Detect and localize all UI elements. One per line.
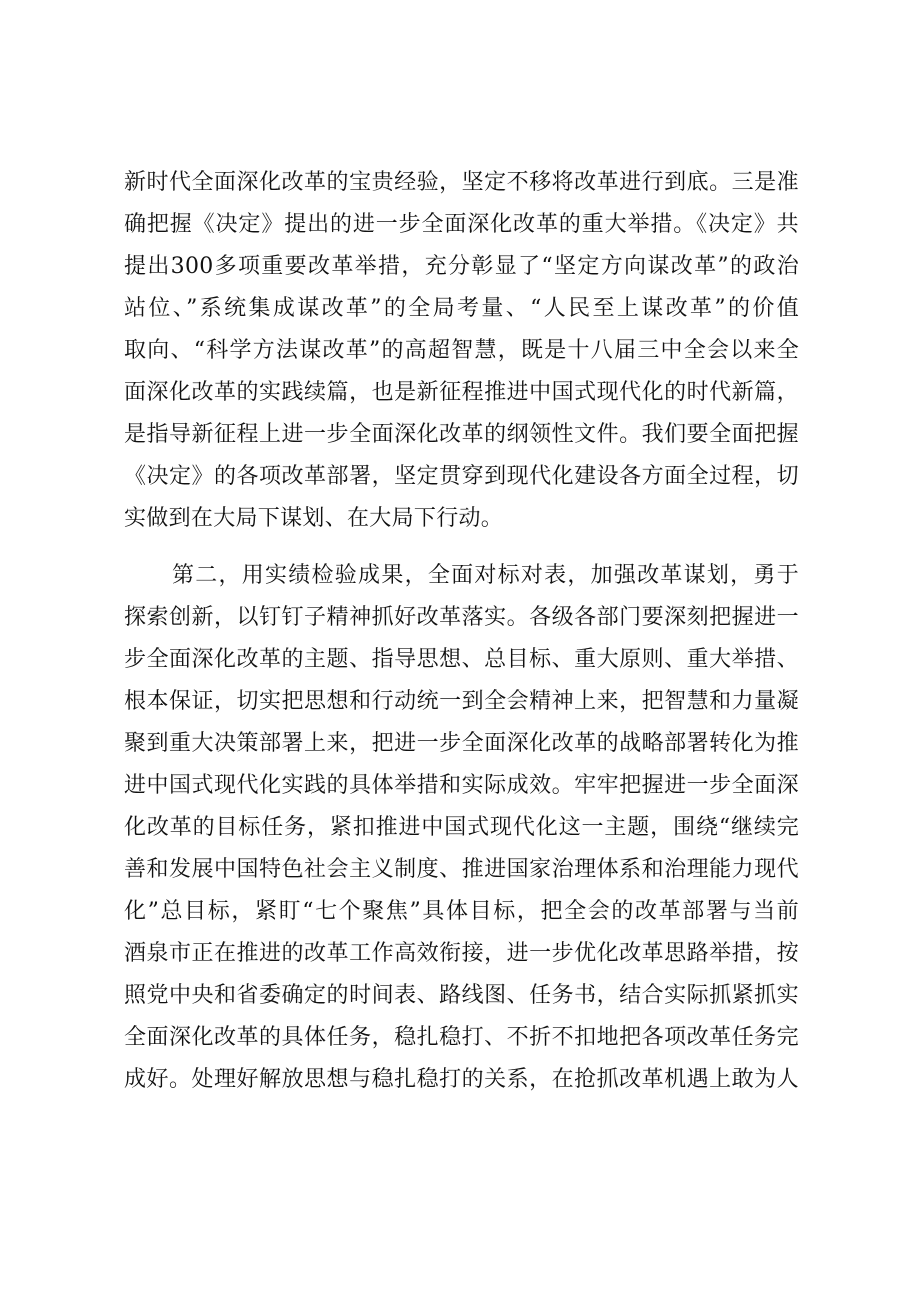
text-line: 根本保证，切实把思想和行动统一到全会精神上来，把智慧和力量凝 [124, 689, 799, 714]
paragraph-2 [124, 555, 799, 1101]
text-line: 善和发展中国特色社会主义制度、推进国家治理体系和治理能力现代 [124, 857, 799, 882]
text-line: 成好。处理好解放思想与稳扎稳打的关系，在抢抓改革机遇上敢为人 [124, 1067, 799, 1092]
text-line: 面深化改革的实践续篇，也是新征程推进中国式现代化的时代新篇， [124, 380, 799, 405]
text-line: 取向、“科学方法谋改革”的高超智慧，既是十八届三中全会以来全 [124, 338, 799, 363]
text-line: 进中国式现代化实践的具体举措和实际成效。牢牢把握进一步全面深 [124, 773, 799, 798]
paragraph-1 [124, 162, 799, 540]
text-line: 全面深化改革的具体任务，稳扎稳打、不折不扣地把各项改革任务完 [124, 1025, 799, 1050]
text-line: 站位、”系统集成谋改革”的全局考量、“人民至上谋改革”的价值 [124, 296, 799, 321]
text-line: 化”总目标，紧盯“七个聚焦”具体目标，把全会的改革部署与当前 [124, 899, 799, 924]
text-line: 第二，用实绩检验成果，全面对标对表，加强改革谋划，勇于 [172, 563, 799, 588]
text-line: 实做到在大局下谋划、在大局下行动。 [124, 506, 504, 531]
text-line: 聚到重大决策部署上来，把进一步全面深化改革的战略部署转化为推 [124, 731, 799, 756]
text-line: 探索创新，以钉钉子精神抓好改革落实。各级各部门要深刻把握进一 [124, 605, 799, 630]
text-line: 新时代全面深化改革的宝贵经验，坚定不移将改革进行到底。三是准 [124, 170, 799, 195]
text-line: 步全面深化改革的主题、指导思想、总目标、重大原则、重大举措、 [124, 647, 799, 672]
text-line: 照党中央和省委确定的时间表、路线图、任务书，结合实际抓紧抓实 [124, 983, 799, 1008]
text-line: 提出300多项重要改革举措，充分彰显了“坚定方向谋改革”的政治 [124, 254, 799, 279]
text-line: 确把握《决定》提出的进一步全面深化改革的重大举措。《决定》共 [124, 212, 799, 237]
text-line: 酒泉市正在推进的改革工作高效衔接，进一步优化改革思路举措，按 [124, 941, 799, 966]
text-line: 是指导新征程上进一步全面深化改革的纲领性文件。我们要全面把握 [124, 422, 799, 447]
text-line: 《决定》的各项改革部署，坚定贯穿到现代化建设各方面全过程，切 [124, 464, 799, 489]
text-line: 化改革的目标任务，紧扣推进中国式现代化这一主题，围绕“继续完 [124, 815, 799, 840]
